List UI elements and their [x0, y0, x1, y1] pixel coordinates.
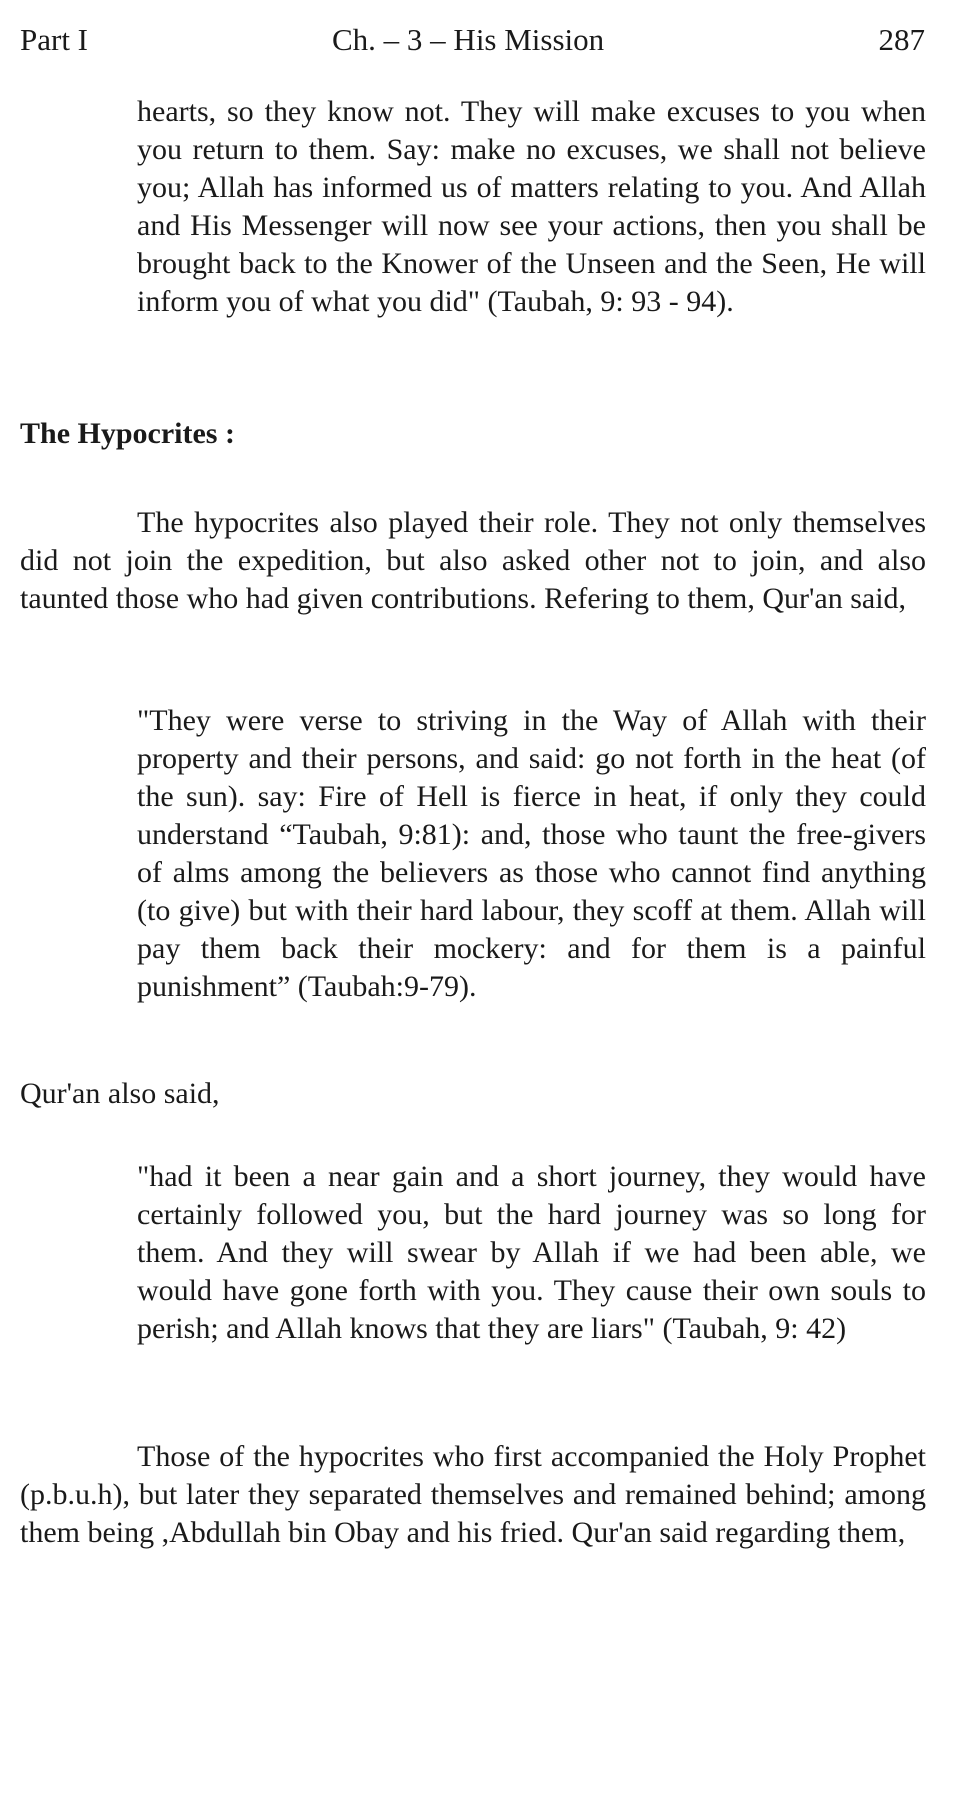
- body-paragraph-1: The hypocrites also played their role. They not only themselves did not join the expedition, but also asked other not to join, and also taunted those who had given contributions. Refering to them, Qur'an said,: [20, 506, 926, 615]
- part-label: Part I: [20, 22, 89, 57]
- running-header: [20, 18, 925, 62]
- quote-block-1: hearts, so they know not. They will make excuses to you when you return to them. Say: make no excuses, we shall not believe you; Allah has informed us of matters relating to you. And Allah and His Messenger will now see your actions, then you shall be brought back to the Knower of the Unseen and the Seen, He will inform you of what you did" (Taubah, 9: 93 - 94).: [137, 95, 926, 318]
- quote-block-3: "had it been a near gain and a short journey, they would have certainly followed you, but the hard journey was so long for them. And they will swear by Allah if we had been able, we would have gone forth with you. They cause their own souls to perish; and Allah knows that they are liars" (Taubah, 9: 42): [137, 1160, 926, 1345]
- section-heading: The Hypocrites :: [20, 417, 235, 450]
- body-paragraph-3: Those of the hypocrites who first accompanied the Holy Prophet (p.b.u.h), but later they separated themselves and remained behind; among them being ,Abdullah bin Obay and his fried. Qur'an said regarding them,: [20, 1440, 926, 1549]
- quote-block-2: "They were verse to striving in the Way of Allah with their property and their persons, and said: go not forth in the heat (of the sun). say: Fire of Hell is fierce in heat, if only they could understand “Taubah, 9:81): and, those who taunt the free-givers of alms among the believers as those who cannot find anything (to give) but with their hard labour, they scoff at them. Allah will pay them back their mockery: and for them is a painful punishment” (Taubah:9-79).: [137, 704, 926, 1003]
- body-paragraph-2: Qur'an also said,: [20, 1077, 220, 1110]
- chapter-title: Ch. – 3 – His Mission: [332, 22, 605, 57]
- page-number: 287: [878, 22, 925, 57]
